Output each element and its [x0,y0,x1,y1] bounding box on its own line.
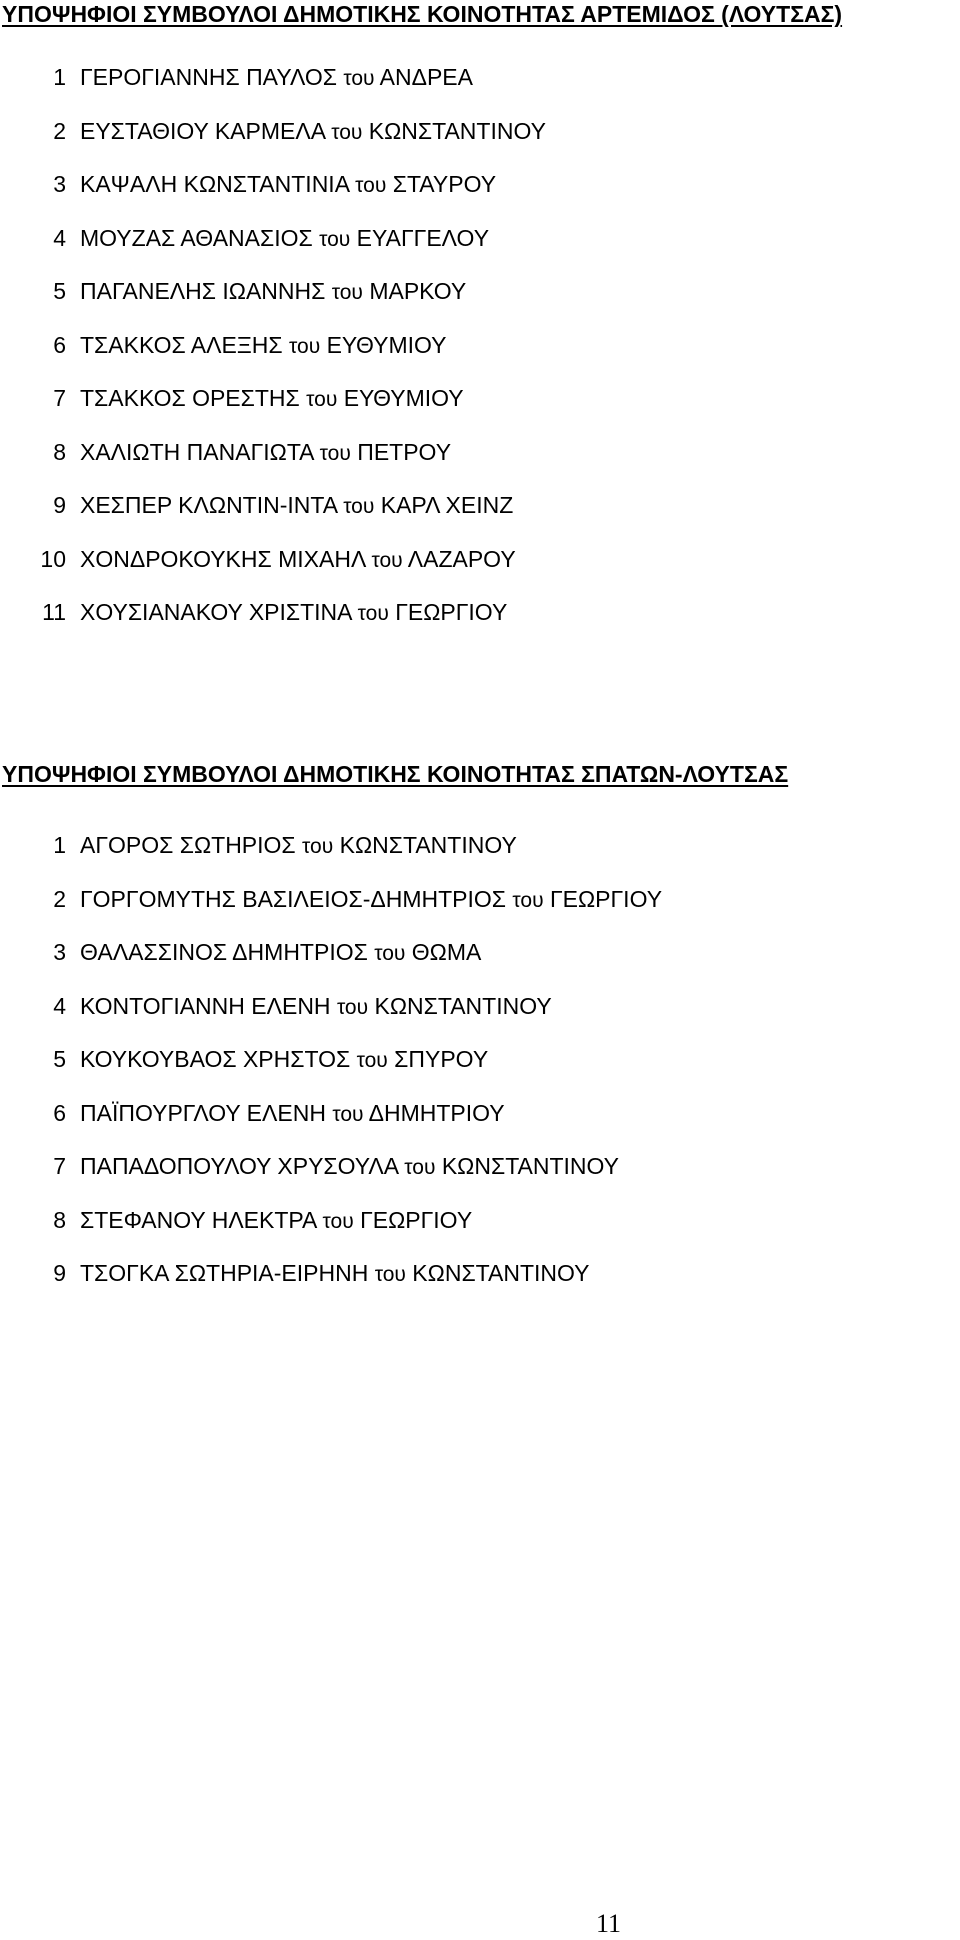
candidate-full-name [80,278,466,332]
candidate-parent-name: ΠΕΤΡΟΥ [357,438,452,465]
candidate-row [0,171,546,225]
candidate-parent-name: ΕΥΘΥΜΙΟΥ [326,331,447,358]
candidate-number: 5 [53,1046,66,1072]
candidate-parent-name: ΛΑΖΑΡΟΥ [407,545,516,572]
candidate-parent-name: ΚΩΝΣΤΑΝΤΙΝΟΥ [374,992,552,1019]
candidate-number: 1 [53,832,66,858]
candidate-parent-name: ΔΗΜΗΤΡΙΟΥ [368,1099,505,1126]
candidate-row [0,1153,662,1207]
candidate-name: ΧΟΥΣΙΑΝΑΚΟΥ ΧΡΙΣΤΙΝΑ [80,599,352,625]
candidate-parent-name: ΣΠΥΡΟΥ [394,1046,489,1072]
candidate-full-name [80,225,489,279]
patronymic-article: του [355,174,387,197]
candidate-full-name [80,1260,590,1314]
candidate-full-name [80,599,507,653]
patronymic-article: του [371,548,403,572]
candidate-full-name [80,886,662,940]
candidate-name: ΘΑΛΑΣΣΙΝΟΣ ΔΗΜΗΤΡΙΟΣ [80,939,368,965]
candidate-name: ΠΑΓΑΝΕΛΗΣ ΙΩΑΝΝΗΣ [80,278,326,304]
candidate-number: 9 [53,1260,66,1286]
candidate-full-name [80,1153,619,1207]
candidate-full-name [80,118,546,172]
candidate-row [0,118,546,172]
candidate-parent-name: ΣΤΑΥΡΟΥ [392,171,497,197]
candidate-parent-name: ΓΕΩΡΓΙΟΥ [395,599,508,625]
candidate-row [0,64,546,118]
patronymic-article: του [302,835,334,858]
patronymic-article: του [332,1102,364,1126]
candidate-full-name [80,332,447,386]
patronymic-article: του [331,120,363,144]
candidate-name: ΤΣΑΚΚΟΣ ΑΛΕΞΗΣ [80,331,283,358]
candidate-number: 1 [53,64,66,90]
patronymic-article: του [404,1156,436,1179]
candidate-parent-name: ΚΑΡΛ ΧΕΙΝΖ [380,492,514,518]
candidate-parent-name: ΚΩΝΣΤΑΝΤΙΝΟΥ [339,832,517,858]
patronymic-article: του [322,1209,354,1233]
candidate-row [0,1207,662,1261]
candidate-number: 8 [53,438,66,465]
candidate-list-artemidos [0,64,546,653]
candidate-full-name [80,939,481,993]
patronymic-article: του [306,388,338,411]
candidate-parent-name: ΜΑΡΚΟΥ [369,278,467,304]
candidate-row [0,599,546,653]
candidate-number: 6 [53,1099,66,1126]
candidate-number: 11 [42,599,66,625]
candidate-number: 6 [53,331,66,358]
candidate-row [0,1100,662,1154]
candidate-number: 4 [53,992,66,1019]
candidate-name: ΤΣΑΚΚΟΣ ΟΡΕΣΤΗΣ [80,385,300,411]
candidate-row [0,439,546,493]
candidate-number: 5 [53,278,66,304]
candidate-row [0,832,662,886]
candidate-name: ΕΥΣΤΑΘΙΟΥ ΚΑΡΜΕΛΑ [80,117,325,144]
patronymic-article: του [374,942,406,965]
candidate-parent-name: ΕΥΑΓΓΕΛΟΥ [356,224,490,251]
candidate-parent-name: ΚΩΝΣΤΑΝΤΙΝΟΥ [412,1260,590,1286]
candidate-row [0,278,546,332]
patronymic-article: του [356,1049,388,1072]
candidate-name: ΧΕΣΠΕΡ ΚΛΩΝΤΙΝ-ΙΝΤΑ [80,492,337,518]
candidate-name: ΧΑΛΙΩΤΗ ΠΑΝΑΓΙΩΤΑ [80,438,314,465]
patronymic-article: του [331,281,363,304]
candidate-name: ΣΤΕΦΑΝΟΥ ΗΛΕΚΤΡΑ [80,1206,317,1233]
candidate-row [0,886,662,940]
candidate-full-name [80,993,552,1047]
section-heading-spaton-loutsas: ΥΠΟΨΗΦΙΟΙ ΣΥΜΒΟΥΛΟΙ ΔΗΜΟΤΙΚΗΣ ΚΟΙΝΟΤΗΤΑΣ ΣΠΑΤΩΝ-ΛΟΥΤΣΑΣ [2,761,789,787]
candidate-parent-name: ΑΝΔΡΕΑ [379,64,473,90]
candidate-name: ΠΑΠΑΔΟΠΟΥΛΟΥ ΧΡΥΣΟΥΛΑ [80,1153,398,1179]
candidate-name: ΧΟΝΔΡΟΚΟΥΚΗΣ ΜΙΧΑΗΛ [80,545,366,572]
candidate-row [0,332,546,386]
candidate-row [0,492,546,546]
candidate-number: 2 [53,117,66,144]
candidate-number: 3 [53,939,66,965]
candidate-number: 2 [53,885,66,912]
candidate-name: ΚΟΥΚΟΥΒΑΟΣ ΧΡΗΣΤΟΣ [80,1046,351,1072]
patronymic-article: του [343,495,375,518]
patronymic-article: του [374,1263,406,1286]
candidate-full-name [80,492,513,546]
candidate-number: 10 [40,545,66,572]
candidate-parent-name: ΚΩΝΣΤΑΝΤΙΝΟΥ [368,117,546,144]
candidate-full-name [80,1046,488,1100]
candidate-name: ΓΕΡΟΓΙΑΝΝΗΣ ΠΑΥΛΟΣ [80,64,337,90]
candidate-name: ΜΟΥΖΑΣ ΑΘΑΝΑΣΙΟΣ [80,224,313,251]
candidate-name: ΚΟΝΤΟΓΙΑΝΝΗ ΕΛΕΝΗ [80,992,331,1019]
candidate-full-name [80,1207,472,1261]
patronymic-article: του [289,334,321,358]
candidate-full-name [80,832,517,886]
patronymic-article: του [343,67,375,90]
candidate-parent-name: ΘΩΜΑ [411,939,482,965]
patronymic-article: του [512,888,544,912]
candidate-row [0,939,662,993]
candidate-full-name [80,546,516,600]
candidate-full-name [80,439,451,493]
page-number: 11 [596,1909,622,1938]
candidate-name: ΤΣΟΓΚΑ ΣΩΤΗΡΙΑ-ΕΙΡΗΝΗ [80,1260,369,1286]
patronymic-article: του [319,227,351,251]
candidate-number: 8 [53,1206,66,1233]
candidate-parent-name: ΚΩΝΣΤΑΝΤΙΝΟΥ [441,1153,620,1179]
candidate-name: ΠΑΪΠΟΥΡΓΛΟΥ ΕΛΕΝΗ [80,1099,326,1126]
candidate-full-name [80,385,464,439]
patronymic-article: του [319,441,351,465]
candidate-row [0,546,546,600]
candidate-full-name [80,171,496,225]
candidate-name: ΚΑΨΑΛΗ ΚΩΝΣΤΑΝΤΙΝΙΑ [80,171,349,197]
candidate-row [0,1260,662,1314]
candidate-row [0,993,662,1047]
candidate-row [0,225,546,279]
candidate-name: ΑΓΟΡΟΣ ΣΩΤΗΡΙΟΣ [80,832,296,858]
candidate-list-spaton-loutsas [0,832,662,1314]
candidate-number: 3 [53,171,66,197]
candidate-name: ΓΟΡΓΟΜΥΤΗΣ ΒΑΣΙΛΕΙΟΣ-ΔΗΜΗΤΡΙΟΣ [80,885,507,912]
section-heading-artemidos: ΥΠΟΨΗΦΙΟΙ ΣΥΜΒΟΥΛΟΙ ΔΗΜΟΤΙΚΗΣ ΚΟΙΝΟΤΗΤΑΣ ΑΡΤΕΜΙΔΟΣ (ΛΟΥΤΣΑΣ) [2,1,843,27]
candidate-row [0,385,546,439]
candidate-number: 9 [53,492,66,518]
candidate-parent-name: ΕΥΘΥΜΙΟΥ [343,385,464,411]
candidate-full-name [80,1100,505,1154]
candidate-parent-name: ΓΕΩΡΓΙΟΥ [549,885,663,912]
candidate-row [0,1046,662,1100]
candidate-number: 4 [53,224,66,251]
candidate-number: 7 [53,385,66,411]
patronymic-article: του [336,995,369,1019]
candidate-parent-name: ΓΕΩΡΓΙΟΥ [360,1206,473,1233]
candidate-number: 7 [53,1153,66,1179]
patronymic-article: του [357,602,389,625]
candidate-full-name [80,64,473,118]
